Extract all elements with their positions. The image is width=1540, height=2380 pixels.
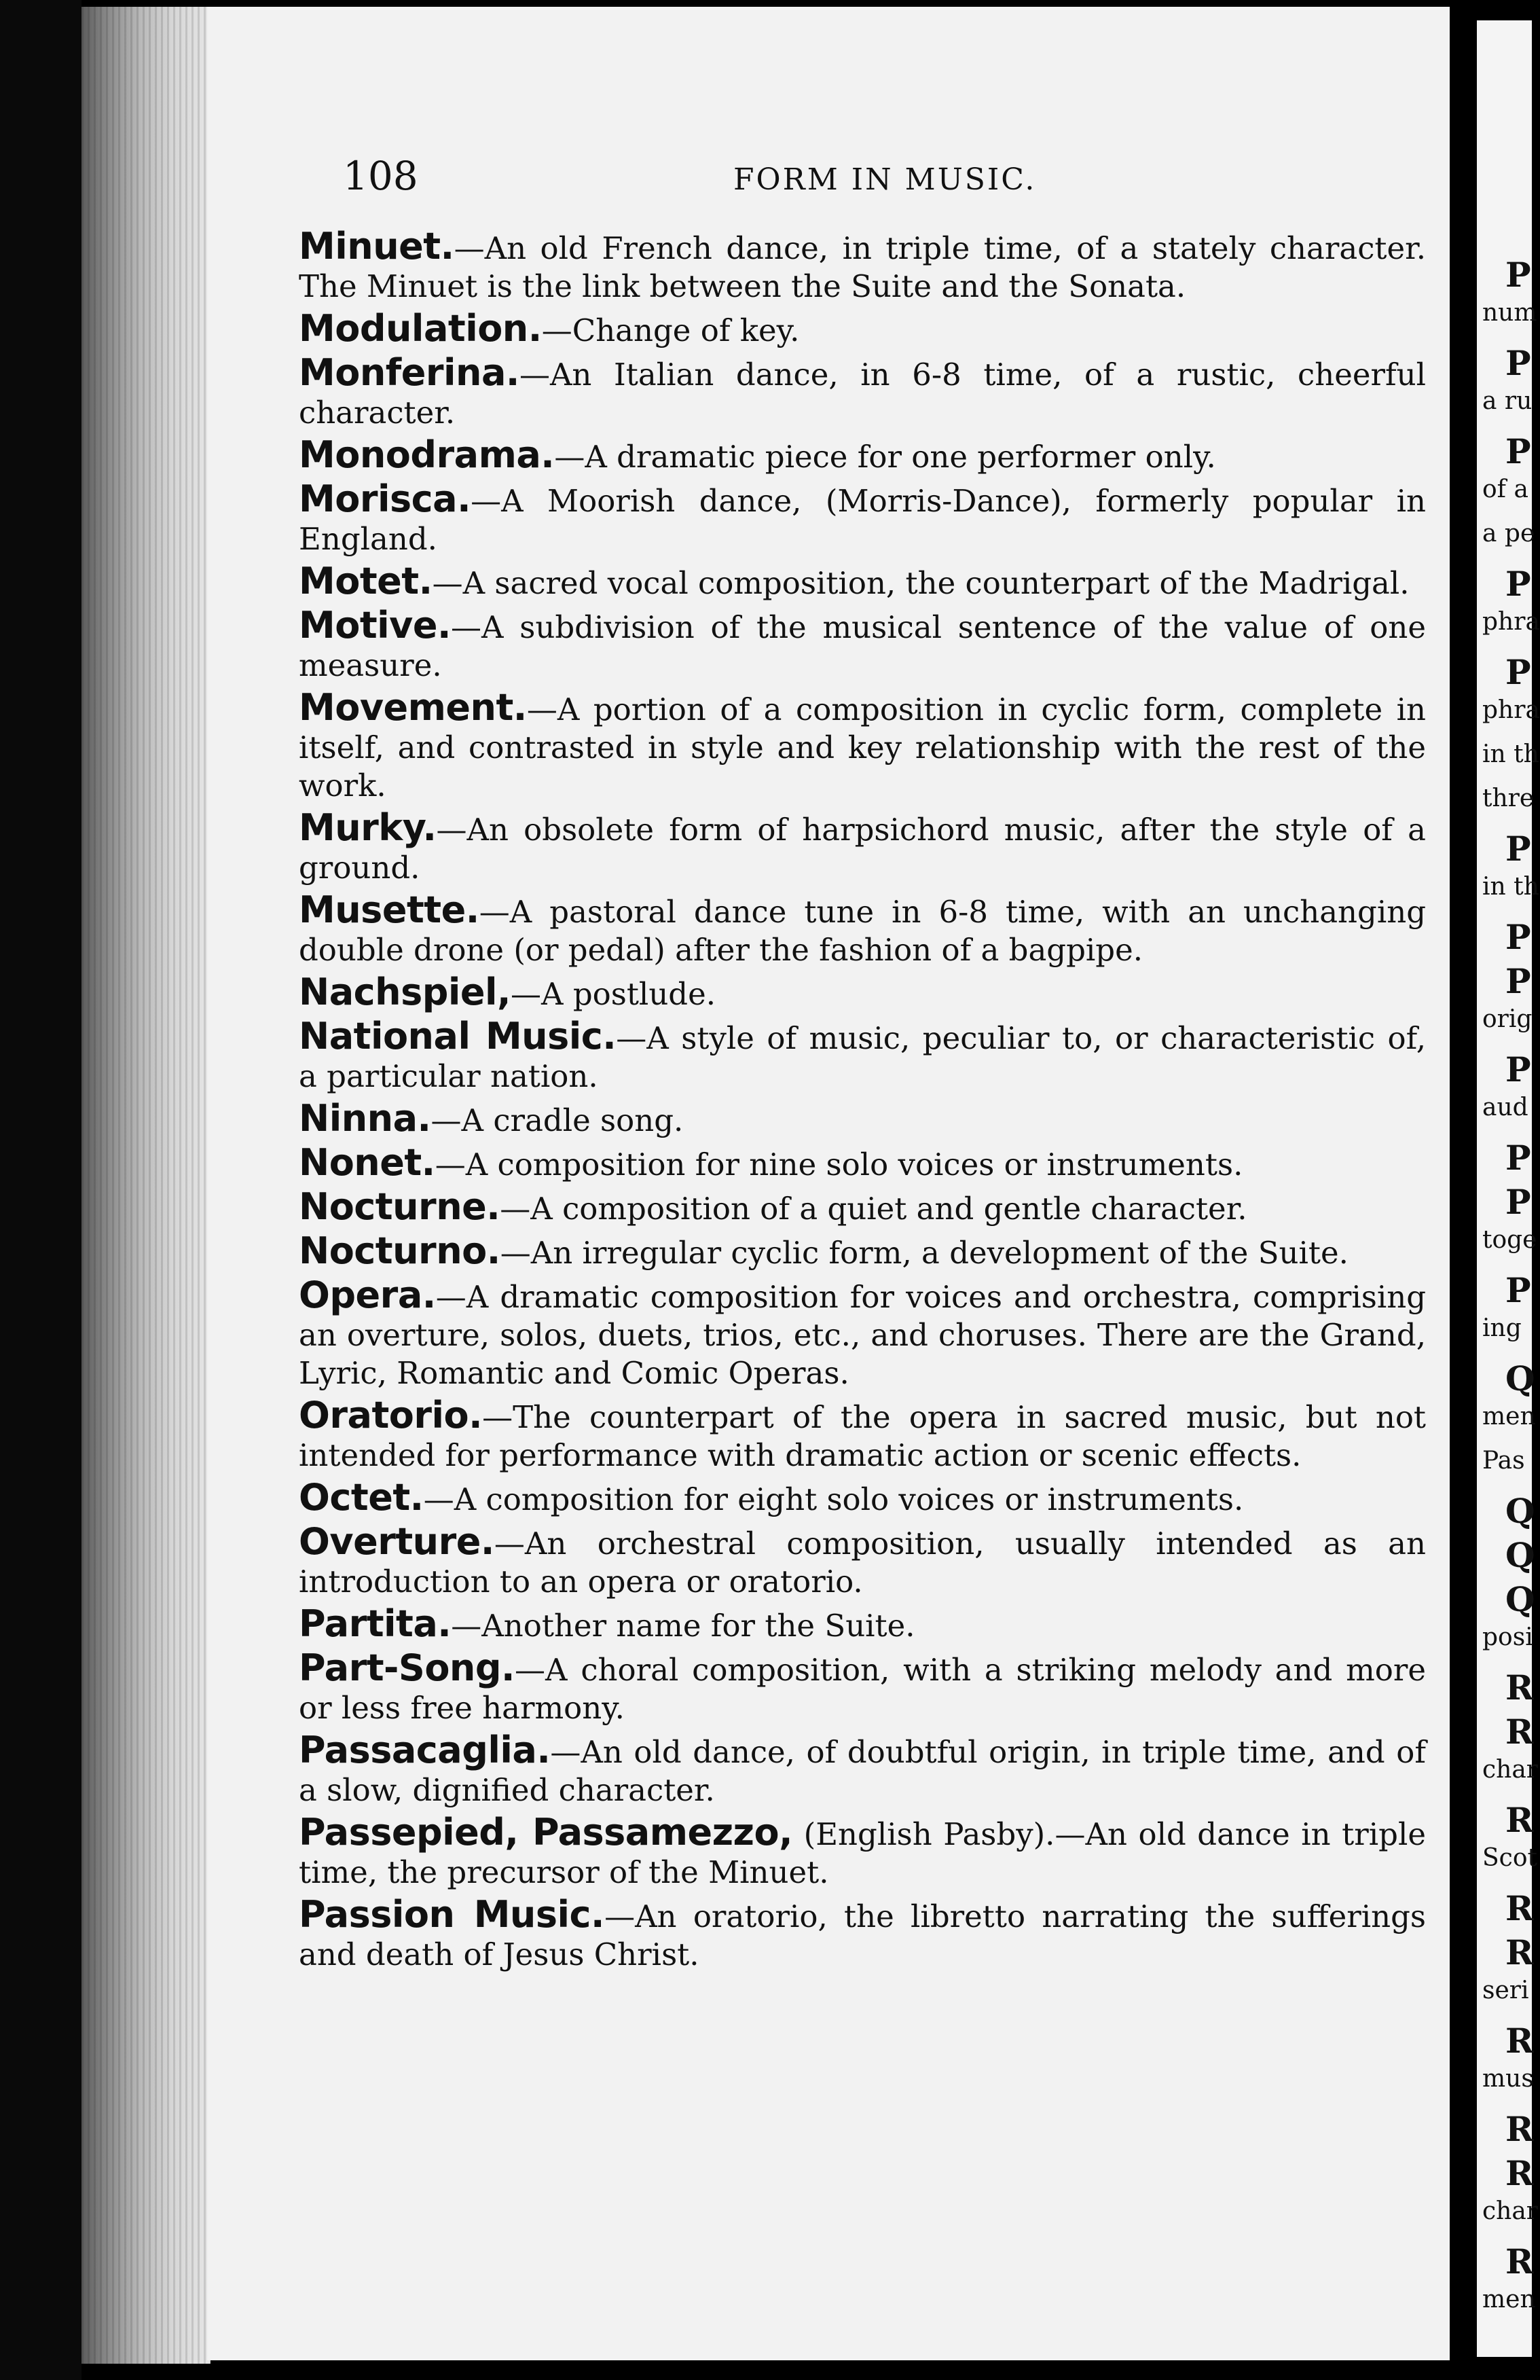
glossary-entry — [299, 1646, 1426, 1727]
glossary-entry — [299, 1229, 1426, 1272]
facing-page-fragment: P — [1505, 1270, 1531, 1310]
facing-page-fragment: char — [1482, 2197, 1539, 2225]
facing-page-fragment: men — [1482, 2286, 1536, 2313]
glossary-entry — [299, 1811, 1426, 1892]
facing-page-fragment: P — [1505, 917, 1531, 957]
entry-term: Monferina. — [299, 351, 519, 394]
glossary-entry — [299, 1141, 1426, 1184]
entry-term: Overture. — [299, 1520, 494, 1563]
facing-page-fragment: R — [1505, 2021, 1534, 2061]
facing-page-fragment: thre — [1482, 785, 1535, 812]
book-gutter — [1450, 0, 1477, 2380]
glossary-entry — [299, 973, 1426, 1013]
entry-term: Passepied, Passamezzo, — [299, 1811, 793, 1854]
entry-definition: —A Moorish dance, (Morris-Dance), formerly popular in England. — [299, 483, 1426, 557]
entry-definition: —Change of key. — [541, 312, 800, 348]
entry-definition: (English Pasby).—An old dance in triple time, the precursor of the Minuet. — [299, 1816, 1426, 1890]
glossary-entry — [299, 1893, 1427, 1974]
glossary-entry — [299, 1097, 1426, 1140]
glossary-entry — [299, 888, 1426, 969]
facing-page-fragment: R — [1505, 2153, 1534, 2193]
glossary-entry — [299, 1276, 1426, 1392]
facing-page-fragment: phra — [1482, 608, 1540, 636]
facing-page-fragment: P — [1505, 343, 1531, 383]
entry-term: Movement. — [299, 686, 527, 729]
glossary-entry — [299, 1476, 1426, 1519]
facing-page-fragment: Scot — [1482, 1844, 1537, 1872]
entry-definition: —An Italian dance, in 6-8 time, of a rustic, cheerful character. — [299, 357, 1426, 431]
facing-page-fragment: phra — [1482, 696, 1540, 724]
glossary-entry — [299, 1520, 1426, 1601]
facing-page-fragment: toge — [1482, 1226, 1537, 1254]
glossary-entry — [299, 1731, 1426, 1809]
facing-page-fragment: P — [1505, 564, 1531, 604]
glossary-entry — [299, 351, 1426, 432]
entry-term: Oratorio. — [299, 1394, 483, 1437]
facing-page-fragment: R — [1505, 2109, 1534, 2149]
facing-page-fragment: in th — [1482, 740, 1539, 768]
glossary-entry — [299, 1017, 1426, 1096]
entry-term: Partita. — [299, 1602, 452, 1645]
glossary-entries — [299, 225, 1427, 1978]
facing-page-fragment: orig — [1482, 1005, 1533, 1033]
entry-term: Passacaglia. — [299, 1729, 551, 1771]
facing-page-fragment: P — [1505, 1049, 1531, 1089]
entry-definition: —An orchestral composition, usually intended as an introduction to an opera or oratorio. — [299, 1526, 1426, 1600]
entry-term: Morisca. — [299, 477, 471, 520]
glossary-entry — [299, 307, 1426, 350]
facing-page-fragment: P — [1505, 1182, 1531, 1222]
facing-page-fragment: P — [1505, 961, 1531, 1001]
entry-term: Modulation. — [299, 307, 542, 350]
entry-term: Motet. — [299, 560, 433, 602]
entry-definition: —A sacred vocal composition, the counterpart of the Madrigal. — [432, 565, 1410, 601]
facing-page-fragment: posi — [1482, 1623, 1533, 1651]
facing-page-fragment: Pas — [1482, 1447, 1525, 1475]
entry-definition: —A subdivision of the musical sentence of the value of one measure. — [299, 609, 1426, 683]
entry-definition: —An old French dance, in triple time, of a stately character. The Minuet is the link between the Suite and the Sonata. — [299, 230, 1426, 304]
facing-page-fragment: num — [1482, 299, 1537, 327]
entry-term: Opera. — [299, 1274, 436, 1316]
glossary-entry — [299, 1602, 1426, 1645]
facing-page-fragment: seri — [1482, 1977, 1529, 2004]
entry-term: Musette. — [299, 888, 479, 931]
facing-page-fragment: R — [1505, 1932, 1534, 1972]
facing-page-fragment: Q — [1505, 1491, 1535, 1531]
entry-definition: —A portion of a composition in cyclic form, complete in itself, and contrasted in style and key relationship with the rest of the work. — [299, 691, 1426, 804]
glossary-entry — [299, 604, 1426, 685]
facing-page-fragment: a pe — [1482, 520, 1535, 547]
entry-definition: —A composition for eight solo voices or instruments. — [423, 1481, 1244, 1517]
facing-page-fragment: R — [1505, 1667, 1534, 1708]
facing-page-fragment: ing — [1482, 1314, 1522, 1342]
entry-definition: —An oratorio, the libretto narrating the sufferings and death of Jesus Christ. — [299, 1898, 1427, 1972]
entry-definition: —A composition for nine solo voices or instruments. — [435, 1147, 1243, 1183]
entry-term: Motive. — [299, 604, 451, 647]
entry-term: Nachspiel, — [299, 971, 511, 1013]
facing-page-fragment: R — [1505, 1800, 1534, 1840]
facing-page-fragment: P — [1505, 431, 1531, 471]
facing-page-fragment: P — [1505, 652, 1531, 692]
entry-term: Ninna. — [299, 1097, 431, 1140]
facing-page-fragment: P — [1505, 1138, 1531, 1178]
facing-page-fragment: Q — [1505, 1535, 1535, 1575]
glossary-entry — [299, 562, 1426, 602]
entry-definition: —A style of music, peculiar to, or characteristic of, a particular nation. — [299, 1020, 1426, 1094]
facing-page-fragment: Q — [1505, 1358, 1535, 1399]
glossary-entry — [299, 1185, 1426, 1228]
entry-term: National Music. — [299, 1015, 617, 1058]
facing-page-fragment: R — [1505, 1888, 1534, 1928]
entry-term: Murky. — [299, 806, 437, 849]
facing-page-fragment: P — [1505, 829, 1531, 869]
facing-page-fragment: a ru — [1482, 387, 1533, 415]
entry-definition: —A choral composition, with a striking melody and more or less free harmony. — [299, 1652, 1426, 1726]
entry-definition: —An obsolete form of harpsichord music, after the style of a ground. — [299, 812, 1426, 886]
entry-term: Passion Music. — [299, 1893, 605, 1936]
running-title: FORM IN MUSIC. — [733, 162, 1037, 197]
glossary-entry — [299, 477, 1426, 558]
entry-term: Nocturno. — [299, 1229, 500, 1272]
entry-definition: —A dramatic composition for voices and orchestra, comprising an overture, solos, duets, trios, etc., and choruses. There are the Grand, Lyric, Romantic and Comic Operas. — [299, 1279, 1426, 1391]
glossary-entry — [299, 806, 1426, 887]
facing-page-fragment: aud — [1482, 1094, 1528, 1121]
entry-term: Part-Song. — [299, 1646, 515, 1689]
facing-page-fragment: R — [1505, 2241, 1534, 2282]
scan-background-left — [0, 0, 81, 2380]
glossary-entry — [299, 433, 1426, 476]
facing-page-fragment: mus — [1482, 2065, 1534, 2093]
facing-page-edge — [1477, 20, 1540, 2357]
entry-definition: —The counterpart of the opera in sacred music, but not intended for performance with dramatic action or scenic effects. — [299, 1399, 1426, 1473]
entry-term: Minuet. — [299, 225, 454, 268]
entry-definition: —An irregular cyclic form, a development of the Suite. — [500, 1235, 1349, 1271]
entry-definition: —A cradle song. — [430, 1102, 684, 1138]
page-header — [343, 153, 1429, 200]
glossary-entry — [299, 225, 1426, 306]
facing-page-fragment: Q — [1505, 1579, 1535, 1619]
facing-page-fragment: men — [1482, 1403, 1536, 1430]
entry-definition: —A pastoral dance tune in 6-8 time, with an unchanging double drone (or pedal) after the fashion of a bagpipe. — [299, 894, 1426, 968]
facing-page-fragment: of a — [1482, 475, 1528, 503]
entry-definition: —A composition of a quiet and gentle character. — [500, 1191, 1247, 1227]
entry-definition: —A dramatic piece for one performer only. — [554, 439, 1216, 475]
glossary-entry — [299, 686, 1426, 805]
entry-term: Nocturne. — [299, 1185, 500, 1228]
facing-page-fragment: in th — [1482, 873, 1539, 901]
page-number: 108 — [343, 153, 418, 199]
facing-page-fragment: char — [1482, 1756, 1539, 1784]
glossary-entry — [299, 1396, 1426, 1475]
page-edge-stack — [81, 7, 210, 2364]
facing-page-fragment: R — [1505, 1712, 1534, 1752]
entry-term: Monodrama. — [299, 433, 555, 476]
entry-definition: —Another name for the Suite. — [451, 1608, 915, 1644]
entry-definition: —A postlude. — [511, 976, 716, 1012]
entry-term: Octet. — [299, 1476, 424, 1519]
entry-term: Nonet. — [299, 1141, 435, 1184]
entry-definition: —An old dance, of doubtful origin, in triple time, and of a slow, dignified character. — [299, 1734, 1426, 1808]
facing-page-fragment: P — [1505, 255, 1531, 295]
